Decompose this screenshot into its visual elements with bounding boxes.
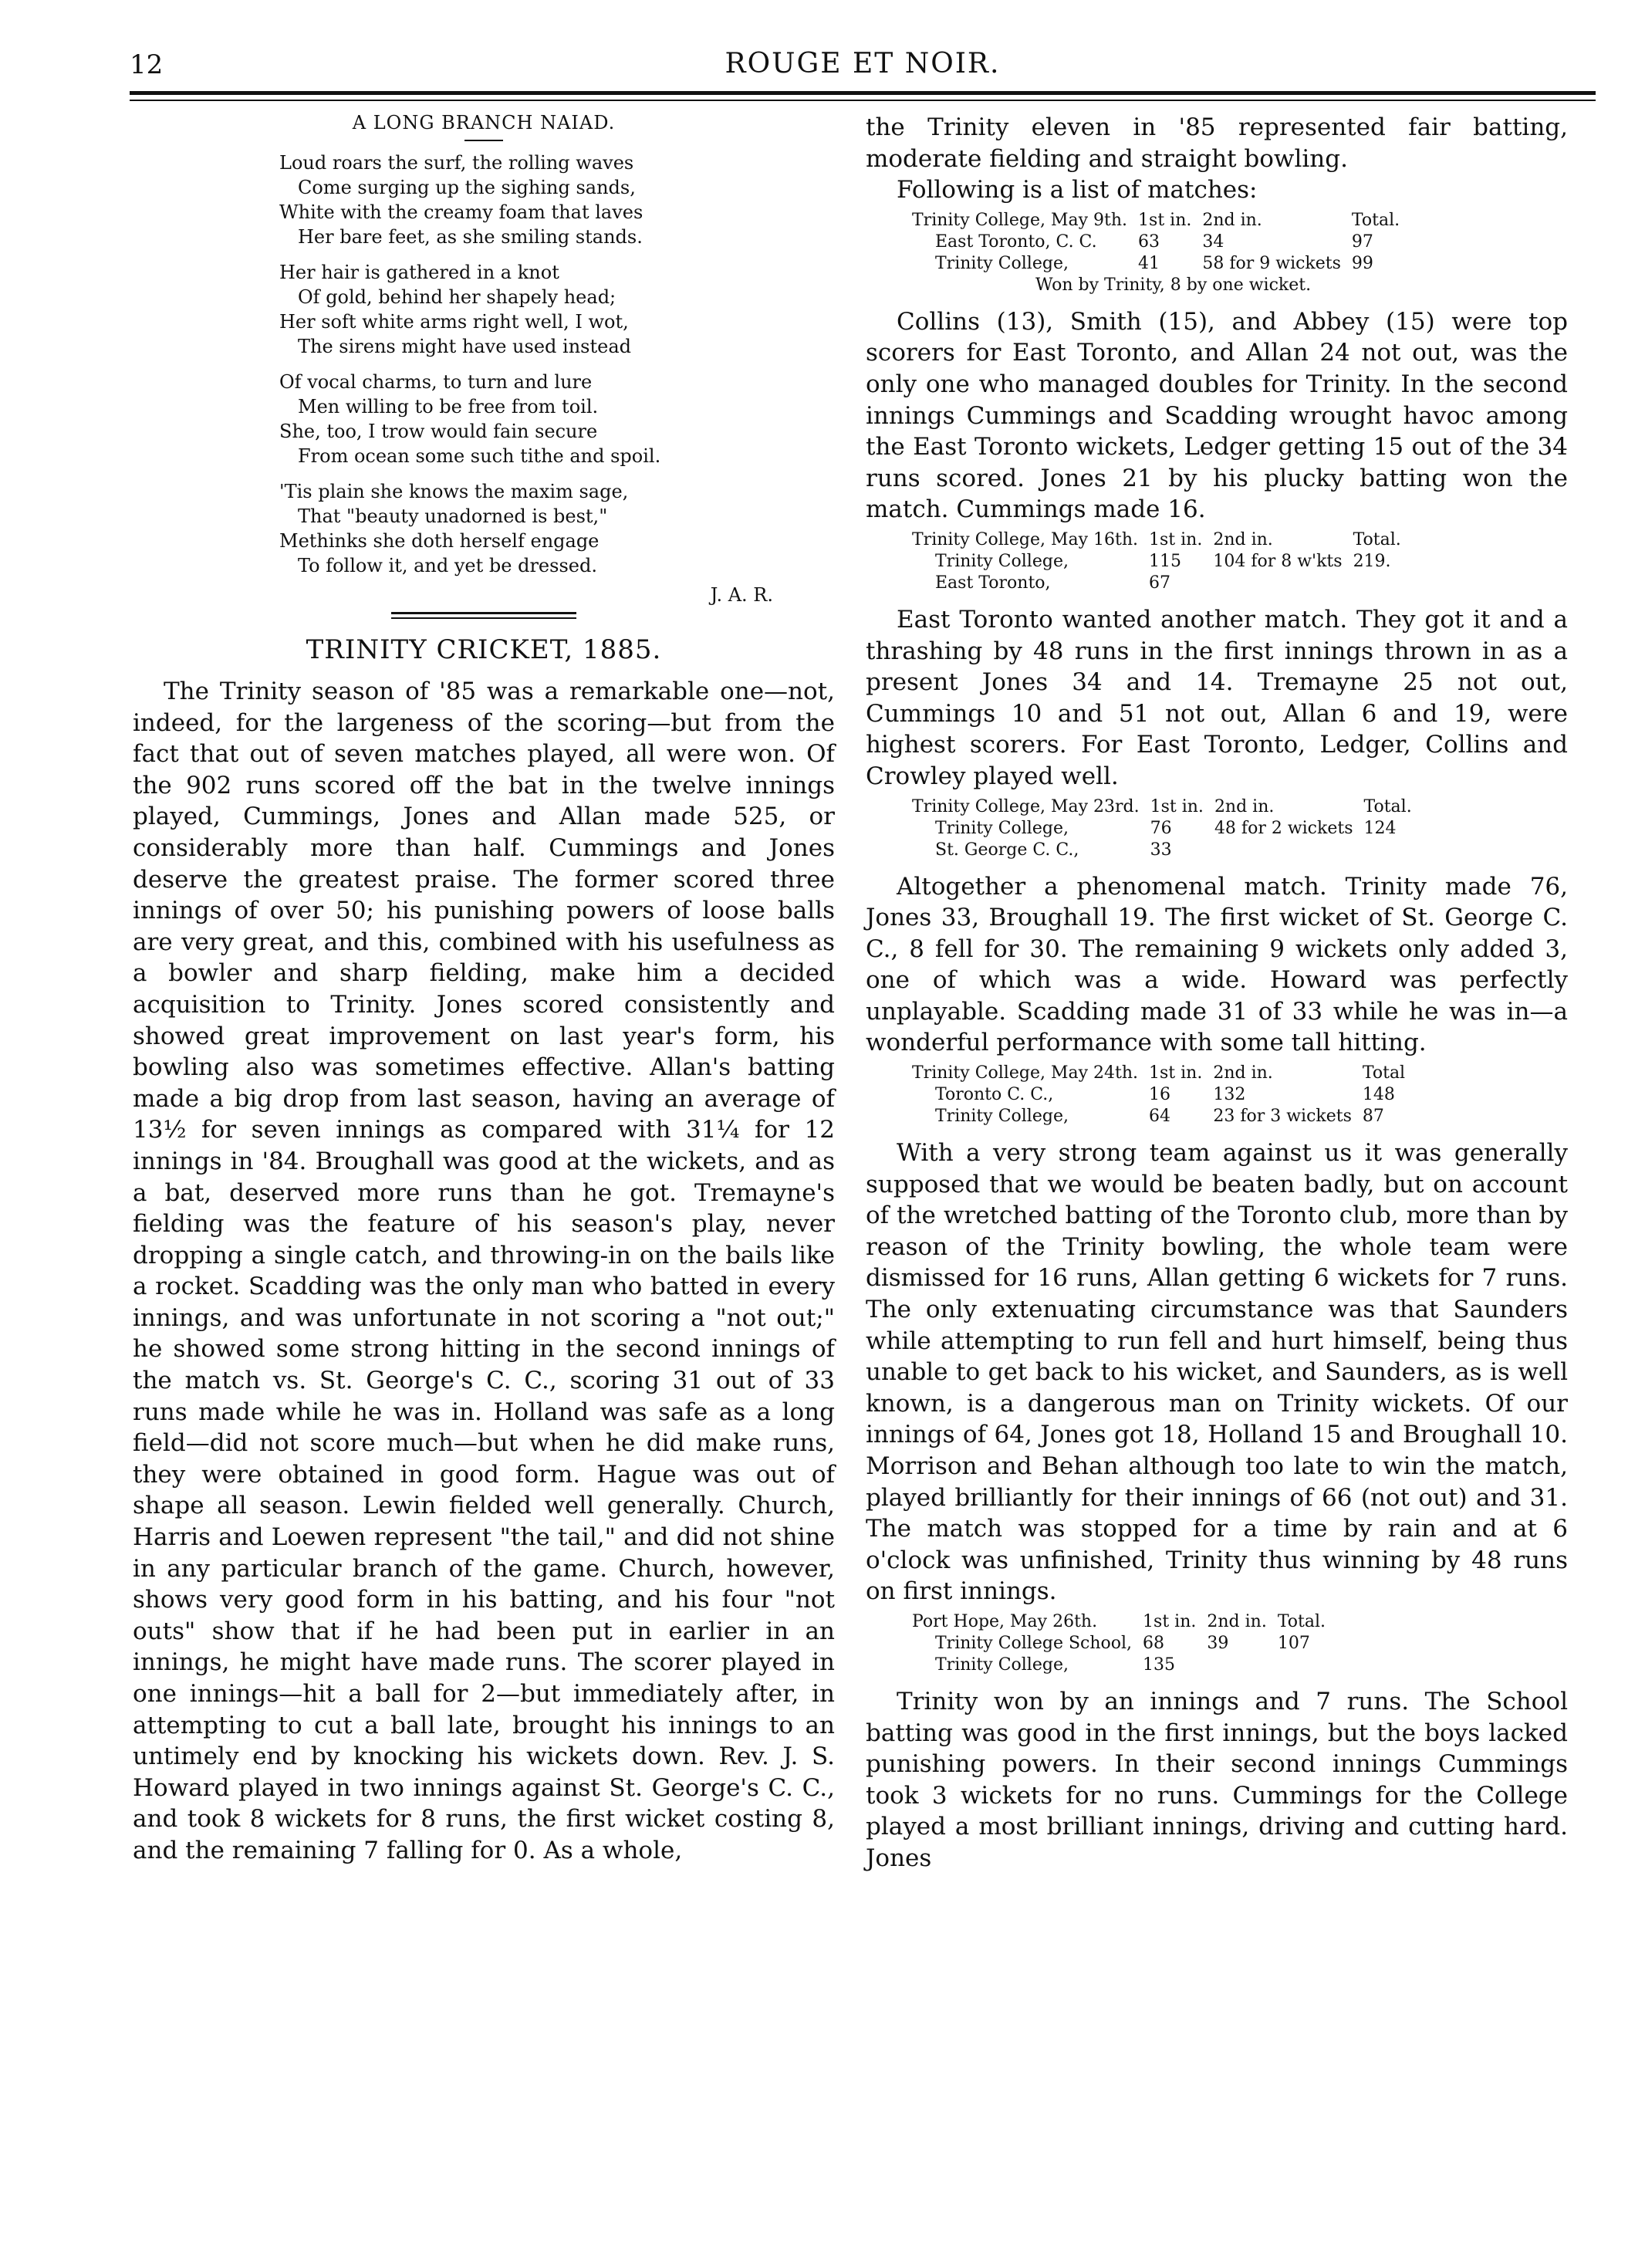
table-cell <box>1207 1655 1277 1677</box>
page-header <box>130 46 1596 85</box>
table-cell: 2nd in. <box>1213 1063 1273 1083</box>
table-cell: Trinity College, <box>935 818 1069 838</box>
article-paragraph: Altogether a phenomenal match. Trinity made 76, Jones 33, Broughall 19. The first wicket of St. George C. C., 8 fell for 30. The remaining 9 wickets only added 3, one of which was a wide. Howard was perfectly unplayable. Scadding made 31 of 33 while he was in—a wonderful performance with some tall hitting. <box>866 872 1568 1057</box>
table-cell: 63 <box>1138 232 1160 252</box>
poem-line: Of gold, behind her shapely head; <box>298 286 616 308</box>
table-cell: Trinity College, <box>935 1655 1069 1675</box>
table-cell: 1st in. <box>1149 529 1203 549</box>
table-cell: Total <box>1362 1063 1406 1083</box>
table-cell: 124 <box>1363 818 1397 838</box>
poem-line: Men willing to be free from toil. <box>298 396 599 417</box>
table-cell: 1st in. <box>1143 1611 1197 1631</box>
poem-line: To follow it, and yet be dressed. <box>298 555 597 576</box>
poem-line: Her bare feet, as she smiling stands. <box>298 226 643 248</box>
table-cell: Trinity College, May 16th. <box>912 529 1139 549</box>
table-cell: 1st in. <box>1149 1063 1203 1083</box>
table-note-row <box>912 275 1410 297</box>
table-cell: 1st in. <box>1138 210 1192 230</box>
table-row <box>912 1655 1336 1677</box>
section-divider <box>391 612 576 619</box>
journal-title: ROUGE ET NOIR. <box>725 48 1001 79</box>
table-header-row <box>912 1612 1336 1634</box>
table-cell: 33 <box>1150 840 1172 860</box>
match-score-table <box>912 797 1423 862</box>
table-row <box>912 819 1423 840</box>
table-cell: 87 <box>1362 1107 1384 1127</box>
table-row <box>912 840 1423 862</box>
match-score-table <box>912 1063 1416 1128</box>
poem-line: Of vocal charms, to turn and lure <box>279 371 593 393</box>
table-cell: Port Hope, May 26th. <box>912 1611 1098 1631</box>
poem-title: A LONG BRANCH NAIAD. <box>352 112 616 134</box>
table-cell: 48 for 2 wickets <box>1214 818 1353 838</box>
poem-title-rule <box>464 140 503 141</box>
poem-stanza <box>279 260 835 359</box>
match-score-table <box>912 211 1410 297</box>
table-cell: 148 <box>1362 1085 1395 1105</box>
table-cell: 34 <box>1202 232 1224 252</box>
table-row <box>912 254 1410 275</box>
table-cell: 135 <box>1143 1655 1176 1675</box>
table-cell: 99 <box>1351 253 1373 273</box>
table-cell: Trinity College, <box>935 1107 1069 1127</box>
poem-stanza <box>279 150 835 249</box>
table-cell: 132 <box>1213 1085 1246 1105</box>
poem-line: Her hair is gathered in a knot <box>279 262 559 283</box>
table-cell: 76 <box>1150 818 1172 838</box>
poem-line: The sirens might have used instead <box>298 336 631 357</box>
table-cell: Total. <box>1277 1611 1326 1631</box>
header-rule-thin <box>130 100 1596 101</box>
table-cell: 58 for 9 wickets <box>1202 253 1341 273</box>
table-cell: St. George C. C., <box>935 840 1079 860</box>
table-cell: Trinity College, May 9th. <box>912 210 1128 230</box>
table-cell: 1st in. <box>1150 796 1204 816</box>
table-cell: Total. <box>1363 796 1412 816</box>
article-paragraph: the Trinity eleven in '85 represented fair batting, moderate fielding and straight bowling. <box>866 113 1568 173</box>
table-row <box>912 1107 1416 1128</box>
poem-stanza <box>279 370 835 468</box>
poem-line: Her soft white arms right well, I wot, <box>279 311 629 333</box>
table-cell: 39 <box>1207 1633 1229 1653</box>
table-cell <box>1363 840 1422 862</box>
poem-line: 'Tis plain she knows the maxim sage, <box>279 481 629 502</box>
poem-stanza <box>279 479 835 578</box>
matches-intro: Following is a list of matches: <box>897 176 1258 204</box>
table-cell: 16 <box>1149 1085 1171 1105</box>
table-cell: 64 <box>1149 1107 1171 1127</box>
table-cell: Trinity College, May 23rd. <box>912 796 1140 816</box>
poem-line: Methinks she doth herself engage <box>279 530 600 552</box>
table-cell <box>1214 840 1364 862</box>
article-paragraph: Trinity won by an innings and 7 runs. The School batting was good in the first innings, but the boys lacked punishing powers. In their second innings Cummings took 3 wickets for no runs. Cummings for the College played a most brilliant innings, driving and cutting hard. Jones <box>866 1687 1568 1872</box>
table-cell: 97 <box>1351 232 1373 252</box>
table-cell: 2nd in. <box>1214 796 1275 816</box>
table-cell: 219. <box>1353 551 1391 571</box>
table-cell: 2nd in. <box>1202 210 1262 230</box>
table-row <box>912 1085 1416 1107</box>
poem-signature: J. A. R. <box>710 584 773 606</box>
table-cell: Trinity College, May 24th. <box>912 1063 1139 1083</box>
article-title: TRINITY CRICKET, 1885. <box>306 634 662 665</box>
table-row <box>912 552 1412 573</box>
table-header-row <box>912 1063 1416 1085</box>
left-column <box>133 112 835 1867</box>
article-paragraph: With a very strong team against us it was generally supposed that we would be beaten badly, but on account of the wretched batting of the Toronto club, more than by reason of the Trinity bowling, the whole team were dismissed for 16 runs, Allan getting 6 wickets for 7 runs. The only extenuating circumstance was that Saunders while attempting to run fell and hurt himself, being thus unable to get back to his wicket, and Saunders, as is well known, is a dangerous man on Trinity wickets. Of our innings of 64, Jones got 18, Holland 15 and Broughall 10. Morrison and Behan although too late to win the match, played brilliantly for their innings of 66 (not out) and 31. The match was stopped for a time by rain and at 6 o'clock was unfinished, Trinity thus winning by 48 runs on first innings. <box>866 1139 1568 1606</box>
table-cell <box>1213 573 1353 595</box>
table-cell: Total. <box>1353 529 1401 549</box>
table-cell: Trinity College, <box>935 253 1069 273</box>
right-column <box>866 112 1568 1874</box>
table-cell: 2nd in. <box>1207 1611 1267 1631</box>
match-score-table <box>912 1612 1336 1677</box>
table-cell <box>1278 1655 1336 1677</box>
table-cell <box>1353 573 1412 595</box>
table-cell: East Toronto, <box>935 573 1051 593</box>
table-header-row <box>912 530 1412 552</box>
table-row <box>912 573 1412 595</box>
match-score-table <box>912 530 1412 595</box>
table-cell: 23 for 3 wickets <box>1213 1107 1352 1127</box>
table-cell: Total. <box>1351 210 1400 230</box>
table-cell: Trinity College, <box>935 551 1069 571</box>
article-paragraph: East Toronto wanted another match. They got it and a thrashing by 48 runs in the first innings thrown in as a present Jones 34 and 14. Tremayne 25 not out, Cummings 10 and 51 not out, Allan 6 and 19, were highest scorers. For East Toronto, Ledger, Collins and Crowley played well. <box>866 605 1568 790</box>
page-number: 12 <box>130 49 164 80</box>
table-header-row <box>912 797 1423 819</box>
table-row <box>912 232 1410 254</box>
table-cell: 41 <box>1138 253 1160 273</box>
match-result-note: Won by Trinity, 8 by one wicket. <box>1035 275 1312 295</box>
table-cell: 67 <box>1149 573 1171 593</box>
poem-line: Come surging up the sighing sands, <box>298 177 636 198</box>
poem-line: White with the creamy foam that laves <box>279 201 643 223</box>
table-cell: 115 <box>1149 551 1182 571</box>
table-cell: 107 <box>1277 1633 1310 1653</box>
table-cell: Trinity College School, <box>935 1633 1133 1653</box>
header-rule-thick <box>130 91 1596 95</box>
poem-line: Loud roars the surf, the rolling waves <box>279 152 634 174</box>
table-header-row <box>912 211 1410 232</box>
poem-line: That "beauty unadorned is best," <box>298 505 608 527</box>
article-paragraph: Collins (13), Smith (15), and Abbey (15) were top scorers for East Toronto, and Allan 24 not out, was the only one who managed doubles for Trinity. In the second innings Cummings and Scadding wrought havoc among the East Toronto wickets, Ledger getting 15 out of the 34 runs scored. Jones 21 by his plucky batting won the match. Cummings made 16. <box>866 307 1568 524</box>
table-cell: East Toronto, C. C. <box>935 232 1097 252</box>
table-row <box>912 1634 1336 1655</box>
poem-line: From ocean some such tithe and spoil. <box>298 445 661 467</box>
poem-line: She, too, I trow would fain secure <box>279 421 598 442</box>
table-cell: Toronto C. C., <box>935 1085 1054 1105</box>
table-cell: 68 <box>1143 1633 1165 1653</box>
article-paragraph: The Trinity season of '85 was a remarkable one—not, indeed, for the largeness of the scoring—but from the fact that out of seven matches played, all were won. Of the 902 runs scored off the bat in the twelve innings played, Cummings, Jones and Allan made 525, or considerably more than half. Cummings and Jones deserve the greatest praise. The former scored three innings of over 50; his punishing powers of loose balls are very great, and this, combined with his usefulness as a bowler and sharp fielding, make him a decided acquisition to Trinity. Jones scored consistently and showed great improvement on last year's form, his bowling also was sometimes effective. Allan's batting made a big drop from last season, having an average of 13½ for seven innings as compared with 31¼ for 12 innings in '84. Broughall was good at the wickets, and as a bat, deserved more runs than he got. Tremayne's fielding was the feature of his season's play, never dropping a single catch, and throwing-in on the bails like a rocket. Scadding was the only man who batted in every innings, and was unfortunate in not scoring a "not out;" he showed some strong hitting in the second innings of the match vs. St. George's C. C., scoring 31 out of 33 runs made while he was in. Holland was safe as a long field—did not score much—but when he did make runs, they were obtained in good form. Hague was out of shape all season. Lewin fielded well generally. Church, Harris and Loewen represent "the tail," and did not shine in any particular branch of the game. Church, however, shows very good form in his batting, and his four "not outs" show that if he had been put in earlier in an innings, he might have made runs. The scorer played in one innings—hit a ball for 2—but immediately after, in attempting to cut a ball late, brought his innings to an untimely end by knocking his wickets down. Rev. J. S. Howard played in two innings against St. George's C. C., and took 8 wickets for 8 runs, the first wicket costing 8, and the remaining 7 falling for 0. As a whole, <box>133 678 835 1864</box>
table-cell: 2nd in. <box>1213 529 1273 549</box>
table-cell: 104 for 8 w'kts <box>1213 551 1343 571</box>
